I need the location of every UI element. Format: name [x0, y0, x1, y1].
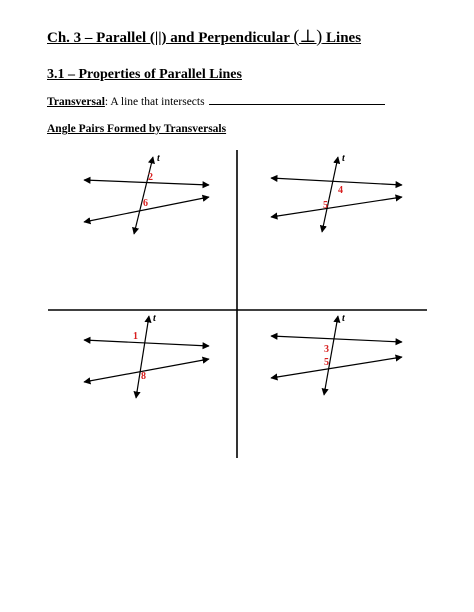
diagram-top-left	[84, 153, 209, 234]
angle-label: 2	[148, 172, 153, 183]
title-text-3: Lines	[322, 30, 362, 46]
transversal-label: t	[342, 153, 345, 164]
parallel-line-upper	[271, 336, 402, 342]
parallel-line-lower	[271, 197, 402, 217]
angle-pairs-subheading: Angle Pairs Formed by Transversals	[47, 123, 227, 135]
angle-label: 5	[324, 357, 329, 368]
angle-label: 3	[324, 344, 329, 355]
angle-label: 4	[338, 185, 343, 196]
transversal-label: t	[157, 153, 160, 164]
transversal-line	[136, 316, 149, 398]
parallel-symbol: ||	[154, 30, 162, 46]
parallel-line-upper	[84, 340, 209, 346]
angle-label: 6	[143, 198, 148, 209]
transversal-line	[322, 157, 338, 232]
diagram-top-right	[271, 153, 402, 232]
parallel-line-lower	[271, 357, 402, 378]
angle-label: 8	[141, 371, 146, 382]
diagram-bottom-right	[271, 313, 402, 395]
parallel-line-upper	[271, 178, 402, 185]
section-heading: 3.1 – Properties of Parallel Lines	[47, 67, 242, 82]
angle-label: 5	[323, 200, 328, 211]
title-text-1: Ch. 3 – Parallel (	[47, 30, 155, 46]
transversal-label: t	[153, 313, 156, 324]
parallel-line-lower	[84, 359, 209, 382]
transversal-line	[324, 316, 338, 395]
angle-label: 1	[133, 331, 138, 342]
title-text-2: ) and Perpendicular	[161, 30, 294, 46]
transversal-line	[134, 157, 153, 234]
diagram-bottom-left	[84, 313, 209, 398]
term-label: Transversal	[47, 96, 105, 108]
transversal-label: t	[342, 313, 345, 324]
definition-text: : A line that intersects	[104, 96, 208, 108]
perpendicular-symbol: (⊥)	[293, 26, 323, 46]
